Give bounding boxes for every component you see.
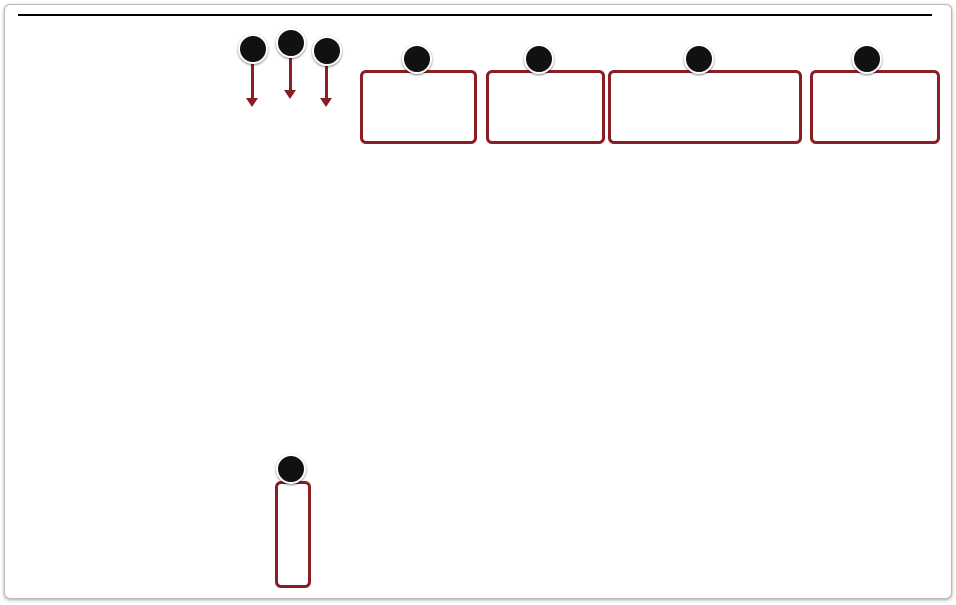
- badge-1: [238, 34, 268, 64]
- highlight-dok: [360, 70, 477, 144]
- badge-4: [312, 36, 342, 66]
- highlight-genre: [810, 70, 940, 144]
- arrowhead-4: [320, 98, 332, 107]
- arrowhead-2: [284, 90, 296, 99]
- header-top-rule: [18, 14, 932, 16]
- badge-5: [402, 44, 432, 74]
- badge-3: [276, 454, 306, 484]
- highlight-proj-perc: [275, 481, 311, 588]
- badge-7: [684, 44, 714, 74]
- badge-6: [524, 44, 554, 74]
- badge-8: [852, 44, 882, 74]
- arrowhead-1: [246, 98, 258, 107]
- badge-2: [276, 28, 306, 58]
- highlight-text-difficulty: [486, 70, 605, 144]
- highlight-reporting: [608, 70, 802, 144]
